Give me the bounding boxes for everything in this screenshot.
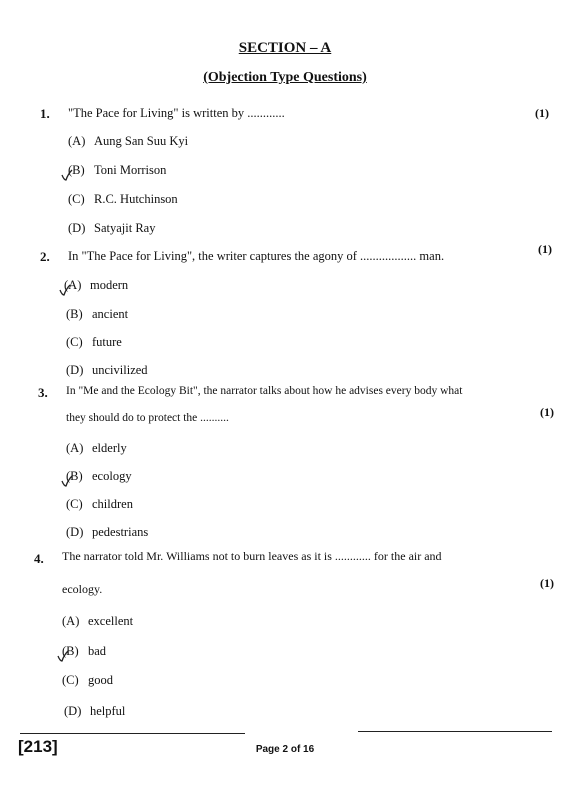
question-text: "The Pace for Living" is written by ............ <box>68 106 285 120</box>
section-subtitle: (Objection Type Questions) <box>203 70 367 85</box>
option <box>66 497 133 512</box>
option-letter: (A) <box>64 278 82 292</box>
question-marks: (1) <box>538 242 552 256</box>
option-letter: (B) <box>66 469 83 483</box>
answer-tick-icon <box>58 283 72 297</box>
option-text: excellent <box>88 614 134 628</box>
option-text: good <box>88 673 113 687</box>
option-letter: (A) <box>66 441 84 455</box>
footer-code: [213] <box>18 737 58 756</box>
option-text: elderly <box>92 441 127 455</box>
answer-tick-icon <box>56 649 70 663</box>
footer-page-number: Page 2 of 16 <box>255 744 315 755</box>
option-text: Aung San Suu Kyi <box>94 134 189 148</box>
question-text: The narrator told Mr. Williams not to burn leaves as it is ............ for the air and <box>62 549 442 563</box>
option-text: Satyajit Ray <box>94 221 156 235</box>
option-letter: (A) <box>68 134 86 148</box>
option <box>62 614 133 629</box>
question-text-continued: ecology. <box>62 582 103 596</box>
option-letter: (B) <box>68 163 85 177</box>
option-text: ecology <box>92 469 132 483</box>
option-text: modern <box>90 278 129 292</box>
option <box>68 192 178 207</box>
option <box>66 441 127 456</box>
option-letter: (A) <box>62 614 80 628</box>
option <box>64 278 128 293</box>
option-letter: (C) <box>62 673 79 687</box>
option <box>66 307 128 322</box>
option-text: future <box>92 335 122 349</box>
question-number: 3. <box>38 385 48 400</box>
option-letter: (D) <box>64 704 82 718</box>
option-letter: (C) <box>66 335 83 349</box>
option <box>66 363 148 378</box>
option <box>68 134 188 149</box>
answer-tick-icon <box>60 474 74 488</box>
question-number: 1. <box>40 106 50 121</box>
question-text: In "The Pace for Living", the writer captures the agony of .................. man. <box>68 249 445 263</box>
question-text-continued: they should do to protect the .......... <box>66 412 229 424</box>
option-letter: (C) <box>68 192 85 206</box>
question-text: In "Me and the Ecology Bit", the narrator talks about how he advises every body what <box>66 385 463 397</box>
option-letter: (D) <box>66 363 84 377</box>
option-text: Toni Morrison <box>94 163 167 177</box>
option-text: bad <box>88 644 107 658</box>
option <box>64 704 125 719</box>
option-text: pedestrians <box>92 525 149 539</box>
option-letter: (B) <box>66 307 83 321</box>
option <box>62 673 113 688</box>
footer-rule-right <box>358 731 552 732</box>
question-number: 2. <box>40 249 50 264</box>
option-text: uncivilized <box>92 363 148 377</box>
option-text: R.C. Hutchinson <box>94 192 178 206</box>
option-text: children <box>92 497 133 511</box>
question-marks: (1) <box>535 106 549 120</box>
option <box>66 525 148 540</box>
option <box>68 221 155 236</box>
option <box>68 163 166 178</box>
footer-rule-left <box>20 733 245 734</box>
answer-tick-icon <box>60 168 74 182</box>
option-text: ancient <box>92 307 129 321</box>
option-letter: (D) <box>66 525 84 539</box>
option <box>66 469 132 484</box>
option-letter: (D) <box>68 221 86 235</box>
option <box>66 335 122 350</box>
question-number: 4. <box>34 551 44 566</box>
option-text: helpful <box>90 704 126 718</box>
question-marks: (1) <box>540 405 554 419</box>
option-letter: (B) <box>62 644 79 658</box>
question-marks: (1) <box>540 576 554 590</box>
option-letter: (C) <box>66 497 83 511</box>
section-title: SECTION – A <box>238 40 332 56</box>
